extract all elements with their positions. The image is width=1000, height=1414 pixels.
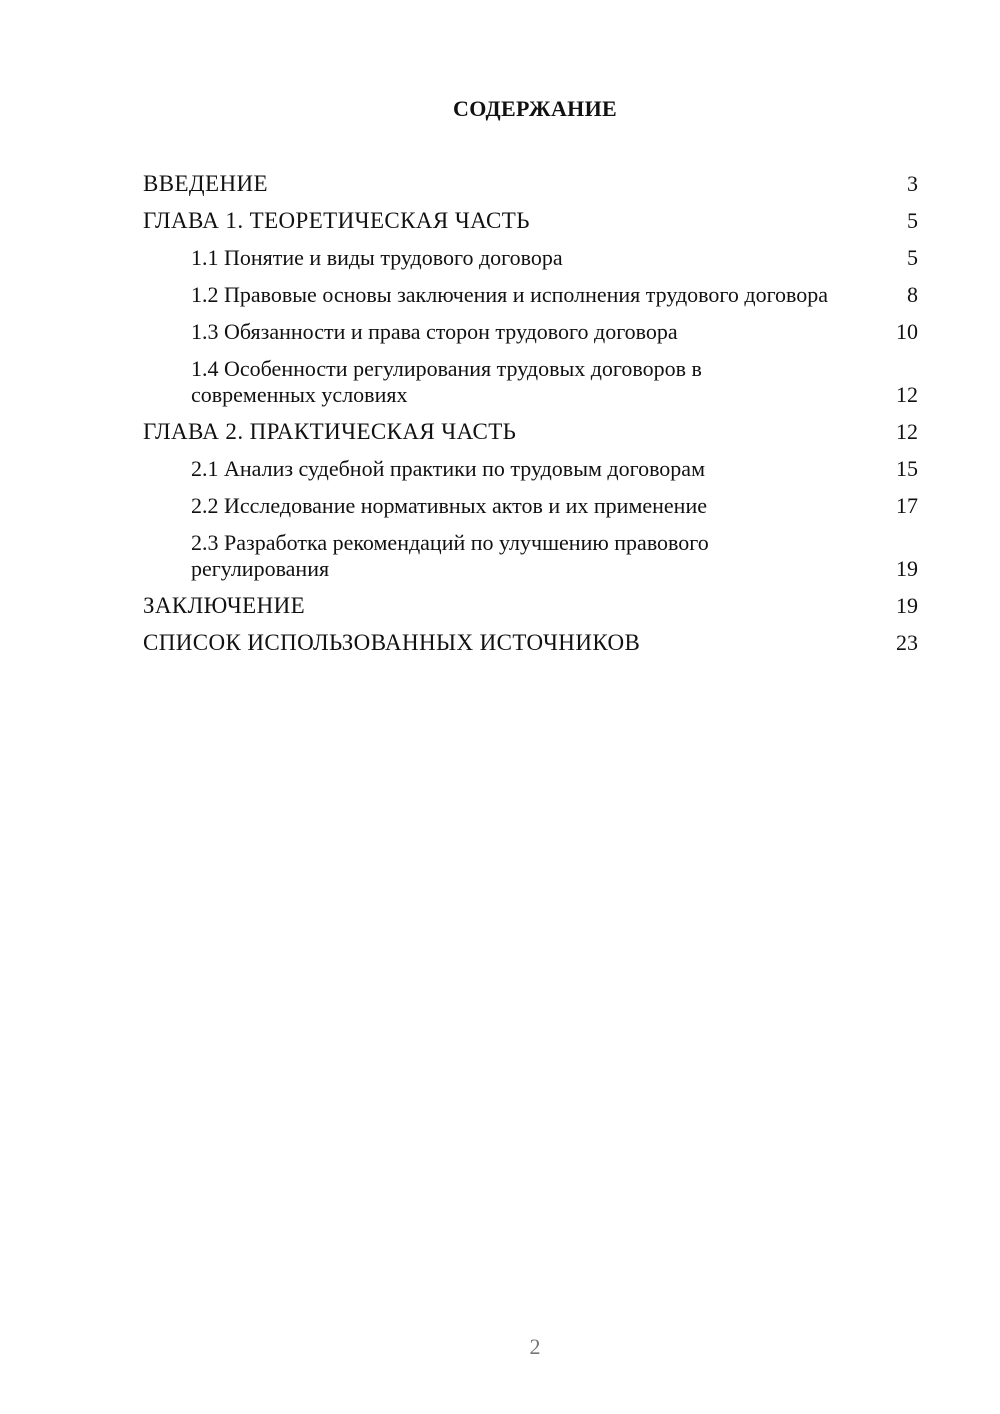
toc-entry-chapter-1[interactable]: [143, 208, 918, 234]
toc-entry-title: 1.1 Понятие и виды трудового договора: [191, 245, 563, 270]
toc-entry-section-1-3[interactable]: [143, 319, 918, 345]
toc-entry-section-2-3[interactable]: [143, 530, 918, 582]
toc-entry-title: ГЛАВА 2. ПРАКТИЧЕСКАЯ ЧАСТЬ: [143, 419, 517, 444]
toc-entry-page: 12: [896, 419, 918, 444]
page-number: 2: [529, 1334, 541, 1359]
toc-entry-page: 23: [896, 630, 918, 655]
toc-entry-conclusion[interactable]: [143, 593, 918, 619]
toc-entry-page: 17: [896, 493, 918, 518]
toc-entry-section-2-1[interactable]: [143, 456, 918, 482]
toc-entry-title: ВВЕДЕНИЕ: [143, 171, 268, 196]
toc-entry-references[interactable]: [143, 630, 918, 656]
toc-entry-page: 5: [907, 208, 918, 233]
page-title: СОДЕРЖАНИЕ: [453, 96, 617, 121]
toc-entry-title: 2.3 Разработка рекомендаций по улучшению правового регулирования: [191, 530, 709, 581]
toc-entry-page: 3: [907, 171, 918, 196]
table-of-contents: [143, 171, 918, 667]
toc-entry-title: 1.4 Особенности регулирования трудовых договоров в современных условиях: [191, 356, 702, 407]
toc-entry-page: 8: [907, 282, 918, 307]
toc-entry-page: 12: [896, 382, 918, 407]
toc-entry-section-1-2[interactable]: [143, 282, 918, 308]
toc-entry-page: 15: [896, 456, 918, 481]
toc-entry-title: 2.1 Анализ судебной практики по трудовым договорам: [191, 456, 705, 481]
toc-entry-title: 2.2 Исследование нормативных актов и их применение: [191, 493, 707, 518]
toc-entry-section-1-4[interactable]: [143, 356, 918, 408]
toc-entry-introduction[interactable]: [143, 171, 918, 197]
toc-entry-title: ЗАКЛЮЧЕНИЕ: [143, 593, 306, 618]
toc-entry-title: 1.3 Обязанности и права сторон трудового договора: [191, 319, 678, 344]
toc-entry-chapter-2[interactable]: [143, 419, 918, 445]
toc-entry-title: ГЛАВА 1. ТЕОРЕТИЧЕСКАЯ ЧАСТЬ: [143, 208, 530, 233]
toc-entry-page: 5: [907, 245, 918, 270]
toc-entry-page: 19: [896, 593, 918, 618]
toc-entry-title: 1.2 Правовые основы заключения и исполнения трудового договора: [191, 282, 829, 307]
toc-entry-section-1-1[interactable]: [143, 245, 918, 271]
toc-entry-page: 19: [896, 556, 918, 581]
toc-entry-page: 10: [896, 319, 918, 344]
toc-entry-section-2-2[interactable]: [143, 493, 918, 519]
toc-entry-title: СПИСОК ИСПОЛЬЗОВАННЫХ ИСТОЧНИКОВ: [143, 630, 641, 655]
